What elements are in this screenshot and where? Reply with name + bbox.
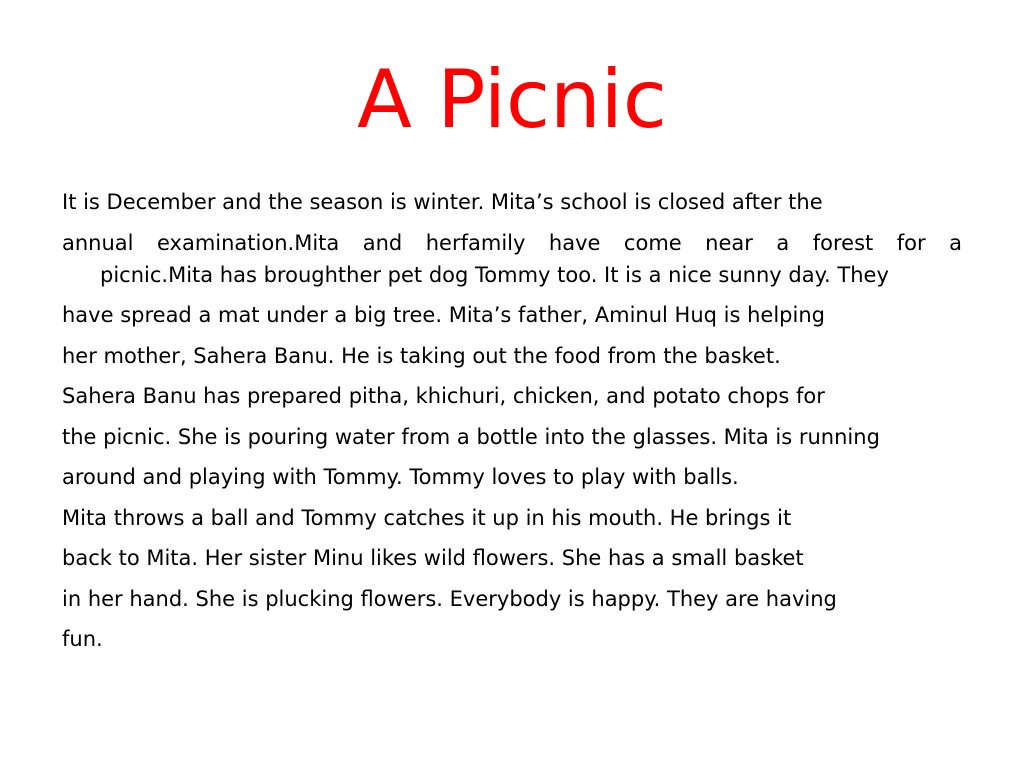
slide-body-text — [62, 186, 962, 664]
text-line: Sahera Banu has prepared pitha, khichuri, chicken, and potato chops for — [62, 384, 825, 408]
text-line: back to Mita. Her sister Minu likes wild flowers. She has a small basket — [62, 546, 804, 570]
text-line: fun. — [62, 627, 103, 651]
text-line: have spread a mat under a big tree. Mita’s father, Aminul Huq is helping — [62, 303, 825, 327]
text-line: in her hand. She is plucking flowers. Everybody is happy. They are having — [62, 586, 837, 611]
text-line: her mother, Sahera Banu. He is taking out the food from the basket. — [62, 343, 781, 368]
text-line: the picnic. She is pouring water from a bottle into the glasses. Mita is running — [62, 424, 880, 449]
text-line: annual examination.Mita and herfamily have come near a forest for a — [62, 230, 962, 255]
text-line: It is December and the season is winter. Mita’s school is closed after the — [62, 190, 823, 214]
text-line: around and playing with Tommy. Tommy loves to play with balls. — [62, 465, 739, 489]
text-line: Mita throws a ball and Tommy catches it up in his mouth. He brings it — [62, 505, 792, 530]
slide-title: A Picnic — [357, 53, 667, 146]
text-line: picnic.Mita has broughther pet dog Tommy too. It is a nice sunny day. They — [100, 262, 889, 287]
